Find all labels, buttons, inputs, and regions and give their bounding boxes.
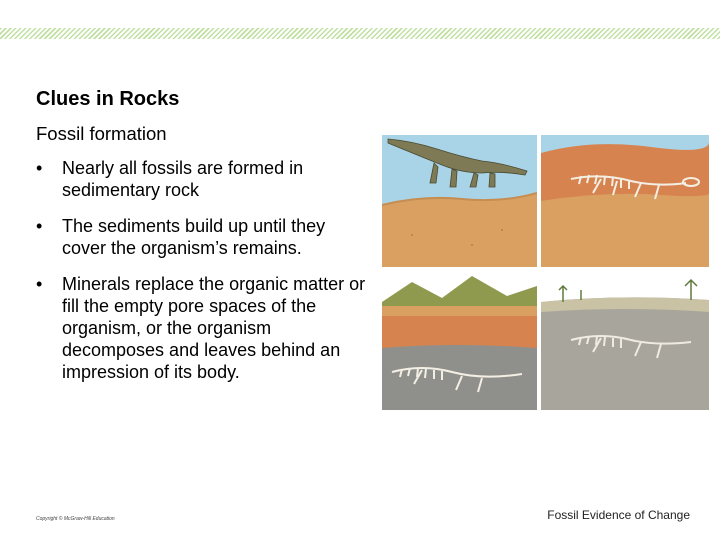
footer-title: Fossil Evidence of Change bbox=[547, 508, 690, 522]
panel-fossil-exposed bbox=[541, 272, 709, 410]
bullet-marker: • bbox=[36, 158, 43, 178]
bullet-item bbox=[36, 157, 366, 201]
bullet-list bbox=[36, 157, 366, 397]
panel-skeleton-buried bbox=[541, 135, 709, 267]
bullet-text: The sediments build up until they cover the organism’s remains. bbox=[62, 216, 326, 258]
bullet-marker: • bbox=[36, 274, 43, 294]
bullet-text: Nearly all fossils are formed in sedimentary rock bbox=[62, 158, 304, 200]
bullet-marker: • bbox=[36, 216, 43, 236]
slide-subtitle: Fossil formation bbox=[36, 123, 167, 144]
slide-title: Clues in Rocks bbox=[36, 88, 180, 110]
panel-crocodile-alive bbox=[382, 135, 537, 267]
bullet-text: Minerals replace the organic matter or fill the empty pore spaces of the organism, or the organism decomposes and leaves behind an impression of its body. bbox=[62, 274, 366, 382]
panel-layers-buried bbox=[382, 272, 537, 410]
bullet-item bbox=[36, 215, 366, 259]
top-decorative-band bbox=[0, 28, 720, 39]
bullet-item bbox=[36, 273, 366, 383]
copyright-notice: Copyright © McGraw-Hill Education bbox=[36, 516, 115, 522]
